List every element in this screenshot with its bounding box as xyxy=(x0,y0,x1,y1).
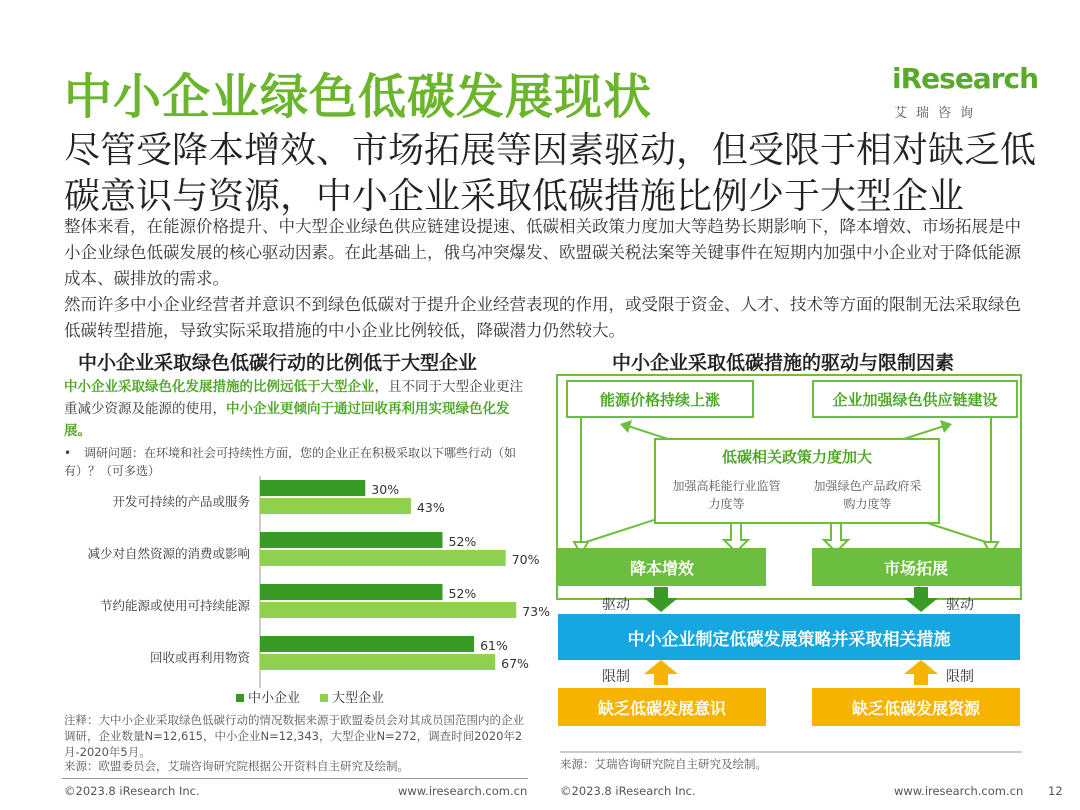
center-box: 中小企业制定低碳发展策略并采取相关措施 xyxy=(558,614,1020,660)
supply-chain-box: 企业加强绿色供应链建设 xyxy=(812,380,1018,418)
category-label: 开发可持续的产品或服务 xyxy=(112,494,250,509)
data-label: 52% xyxy=(448,534,477,549)
bar xyxy=(260,480,365,496)
energy-price-box: 能源价格持续上涨 xyxy=(566,380,754,418)
brand-logo xyxy=(892,62,1039,122)
drive-label: 驱动 xyxy=(602,597,630,613)
bar xyxy=(260,584,443,600)
cost-box: 降本增效 xyxy=(558,548,766,586)
drive-label: 驱动 xyxy=(946,597,974,613)
legend-label: 大型企业 xyxy=(332,691,385,706)
brand-sub: 艾瑞咨询 xyxy=(894,106,983,121)
lack-awareness-box: 缺乏低碳发展意识 xyxy=(558,688,766,726)
bar xyxy=(260,636,474,652)
limit-label: 限制 xyxy=(602,669,630,685)
legend-swatch xyxy=(320,694,328,702)
policy-sub-a: 加强高耗能行业监管力度等 xyxy=(672,479,781,511)
market-box: 市场拓展 xyxy=(812,548,1020,586)
left-section-title: 中小企业采取绿色低碳行动的比例低于大型企业 xyxy=(78,352,478,374)
footer-copyright: ©2023.8 iResearch Inc. xyxy=(560,784,696,798)
policy-title: 低碳相关政策力度加大 xyxy=(721,448,872,466)
intro xyxy=(64,214,1032,344)
drive-arrow xyxy=(644,587,678,612)
data-label: 30% xyxy=(371,482,400,497)
intro-paragraph: 整体来看，在能源价格提升、中大型企业绿色供应链建设提速、低碳相关政策力度加大等趋势长期影响下，降本增效、市场拓展是中小企业绿色低碳发展的核心驱动因素。在此基础上，俄乌冲突爆发、欧盟碳关税法案等关键事件在短期内加强中小企业对于降低能源成本、碳排放的需求。 xyxy=(64,217,1021,288)
bar xyxy=(260,532,443,548)
footer-copyright: ©2023.8 iResearch Inc. xyxy=(64,784,200,798)
lack-resource-box: 缺乏低碳发展资源 xyxy=(812,688,1020,726)
bar xyxy=(260,550,506,566)
data-label: 70% xyxy=(511,552,540,567)
desc-highlight-2: 中小企业更倾向于通过回收再利用实现绿色化发展。 xyxy=(64,401,510,439)
left-footer-divider xyxy=(62,778,528,779)
page-title: 中小企业绿色低碳发展现状 xyxy=(64,69,653,125)
bar xyxy=(260,602,516,618)
survey-text: 调研问题：在环境和社会可持续性方面，您的企业正在积极采取以下哪些行动（如有）？（可多选） xyxy=(64,446,517,478)
footer-url: www.iresearch.com.cn xyxy=(894,784,1024,798)
left-note: 注释：大中小企业采取绿色低碳行动的情况数据来源于欧盟委员会对其成员国范围内的企业调研，企业数量N=12,615，中小企业N=12,343，大型企业N=272，调查时间2020年2月-2020年5月。 xyxy=(64,713,524,759)
bar-chart xyxy=(60,476,551,712)
left-description xyxy=(64,376,534,442)
drive-arrow xyxy=(904,587,938,612)
policy-sub-b: 加强绿色产品政府采购力度等 xyxy=(813,479,922,511)
limit-arrow xyxy=(904,660,938,685)
category-label: 节约能源或使用可持续能源 xyxy=(99,598,250,613)
limit-label: 限制 xyxy=(946,669,974,685)
right-section-title: 中小企业采取低碳措施的驱动与限制因素 xyxy=(612,352,955,374)
intro-paragraph: 然而许多中小企业经营者并意识不到绿色低碳对于提升企业经营表现的作用，或受限于资金、人才、技术等方面的限制无法采取绿色低碳转型措施，导致实际采取措施的中小企业比例较低，降碳潜力仍然较大。 xyxy=(64,295,1021,340)
headline: 尽管受降本增效、市场拓展等因素驱动，但受限于相对缺乏低碳意识与资源，中小企业采取低碳措施比例少于大型企业 xyxy=(64,130,1037,217)
data-label: 52% xyxy=(448,586,477,601)
survey-question xyxy=(64,444,534,480)
data-label: 61% xyxy=(480,638,508,653)
desc-middle: ，且不同于大型企业更注重减少资源及能源的使用， xyxy=(64,379,523,417)
policy-subitems xyxy=(656,477,938,513)
desc-highlight-1: 中小企业采取绿色化发展措施的比例远低于大型企业 xyxy=(64,379,375,395)
brand-name: iResearch xyxy=(892,62,1039,95)
bullet: • xyxy=(64,446,72,460)
category-label: 回收或再利用物资 xyxy=(149,650,250,665)
legend-swatch xyxy=(236,694,244,702)
bar xyxy=(260,654,495,670)
category-label: 减少对自然资源的消费或影响 xyxy=(87,546,250,561)
policy-box xyxy=(654,438,940,524)
footer-url: www.iresearch.com.cn xyxy=(398,784,528,798)
data-label: 73% xyxy=(522,604,551,619)
data-label: 43% xyxy=(416,500,445,515)
bar xyxy=(260,498,411,514)
data-label: 67% xyxy=(501,656,529,671)
limit-arrow xyxy=(644,660,678,685)
page-number: 12 xyxy=(1048,784,1063,798)
legend-label: 中小企业 xyxy=(248,691,301,706)
right-source: 来源：艾瑞咨询研究院自主研究及绘制。 xyxy=(560,757,767,771)
left-source: 来源：欧盟委员会，艾瑞咨询研究院根据公开资料自主研究及绘制。 xyxy=(64,759,409,773)
